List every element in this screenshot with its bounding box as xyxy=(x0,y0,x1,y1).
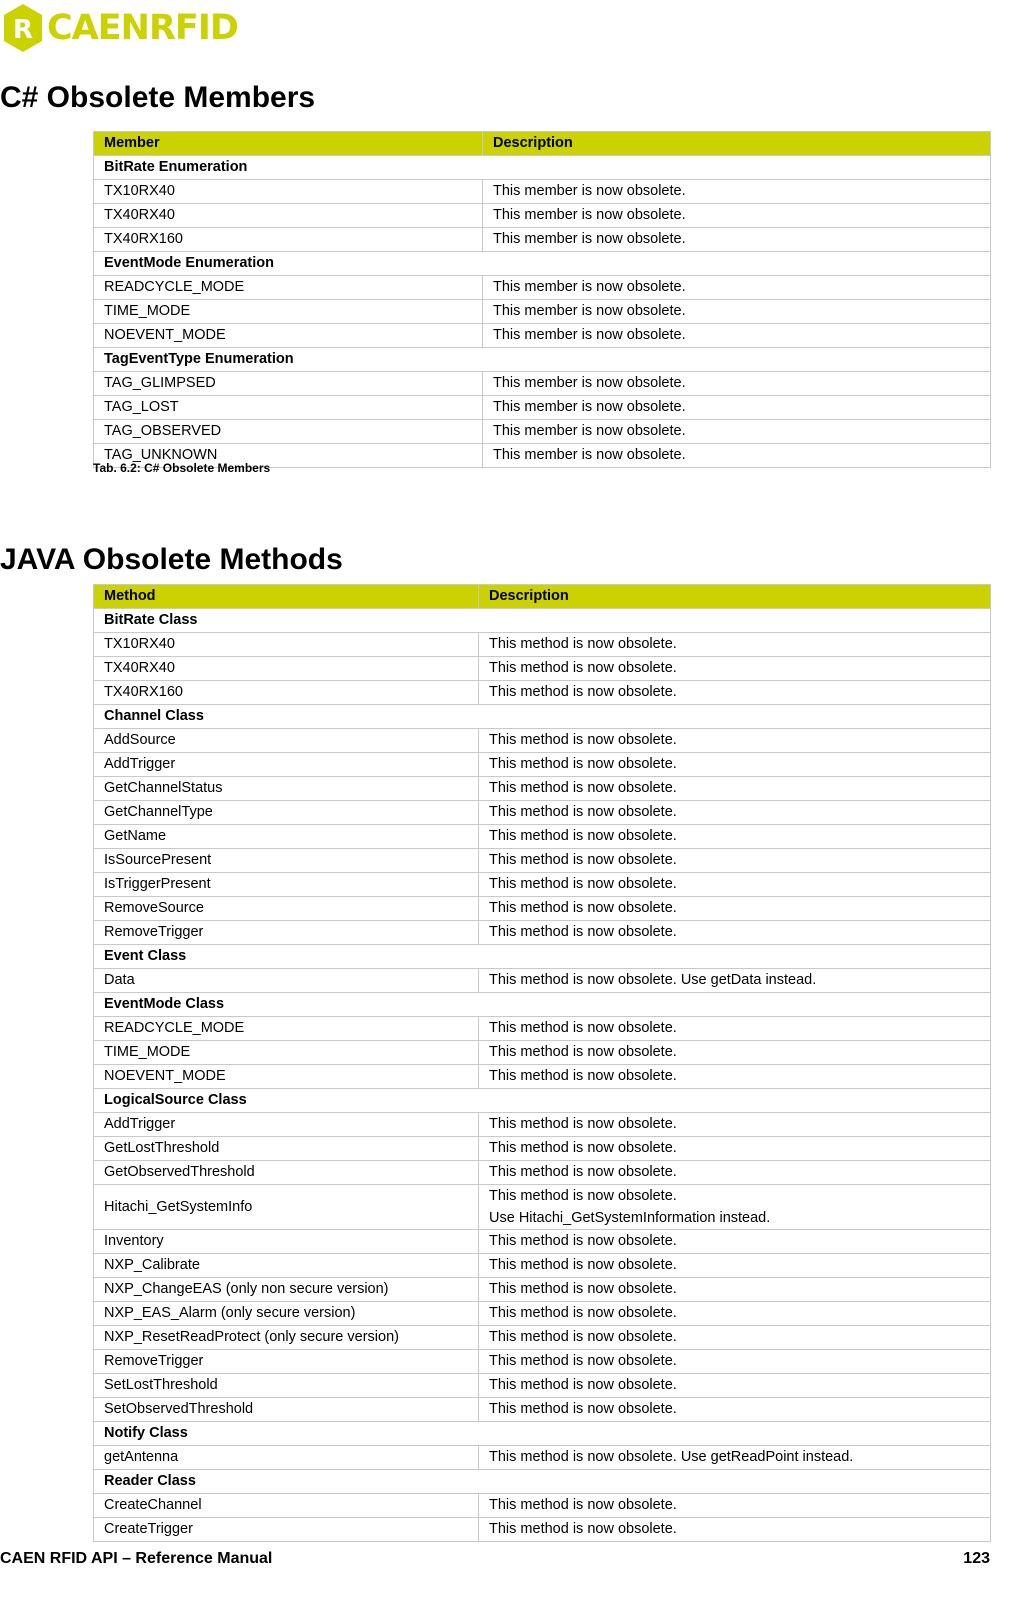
table-row xyxy=(94,1254,991,1278)
table-row xyxy=(94,1185,991,1230)
member-name: GetChannelStatus xyxy=(94,777,479,801)
table-row xyxy=(94,729,991,753)
member-description: This method is now obsolete. Use getData instead. xyxy=(479,969,991,993)
table-row xyxy=(94,921,991,945)
member-description: This method is now obsolete. xyxy=(479,1398,991,1422)
member-description: This method is now obsolete. xyxy=(479,801,991,825)
member-description: This method is now obsolete. xyxy=(479,1230,991,1254)
member-name: NXP_ChangeEAS (only non secure version) xyxy=(94,1278,479,1302)
header-description: Description xyxy=(479,585,991,609)
member-name: TAG_LOST xyxy=(94,396,483,420)
member-name: TX10RX40 xyxy=(94,633,479,657)
header-description: Description xyxy=(483,132,991,156)
group-row xyxy=(94,609,991,633)
member-description: This member is now obsolete. xyxy=(483,180,991,204)
table-row xyxy=(94,1518,991,1542)
member-name: CreateChannel xyxy=(94,1494,479,1518)
member-description: This member is now obsolete. xyxy=(483,276,991,300)
table-row xyxy=(94,1350,991,1374)
footer-manual-title: CAEN RFID API – Reference Manual xyxy=(0,1550,273,1567)
table-row xyxy=(94,801,991,825)
member-description: This method is now obsolete. xyxy=(479,729,991,753)
group-row xyxy=(94,156,991,180)
member-name: TX40RX40 xyxy=(94,657,479,681)
table-row xyxy=(94,420,991,444)
member-description: This method is now obsolete. xyxy=(479,1161,991,1185)
member-name: TX40RX160 xyxy=(94,228,483,252)
member-name: TX40RX160 xyxy=(94,681,479,705)
member-description: This method is now obsolete. xyxy=(479,1494,991,1518)
member-name: TIME_MODE xyxy=(94,300,483,324)
table-row xyxy=(94,753,991,777)
group-label: Event Class xyxy=(94,945,991,969)
table-row xyxy=(94,1113,991,1137)
brand-logo xyxy=(2,3,238,53)
table-row xyxy=(94,180,991,204)
group-row xyxy=(94,705,991,729)
java-obsolete-methods-table xyxy=(93,584,991,1542)
table-row xyxy=(94,1017,991,1041)
table-row xyxy=(94,1230,991,1254)
member-description: This member is now obsolete. xyxy=(483,324,991,348)
member-description: This method is now obsolete. xyxy=(479,897,991,921)
table-row xyxy=(94,969,991,993)
member-name: NXP_ResetReadProtect (only secure version) xyxy=(94,1326,479,1350)
group-row xyxy=(94,1470,991,1494)
member-description: This method is now obsolete. xyxy=(479,1518,991,1542)
cs-section-title: C# Obsolete Members xyxy=(0,81,316,114)
member-name: GetLostThreshold xyxy=(94,1137,479,1161)
member-description: This method is now obsolete. xyxy=(479,1137,991,1161)
table-header-row xyxy=(94,585,991,609)
table-row xyxy=(94,300,991,324)
member-description: This method is now obsolete. xyxy=(479,1017,991,1041)
member-name: GetName xyxy=(94,825,479,849)
member-description: This method is now obsolete. xyxy=(479,1326,991,1350)
member-name: TAG_GLIMPSED xyxy=(94,372,483,396)
member-description: This method is now obsolete. xyxy=(479,1302,991,1326)
member-description: This member is now obsolete. xyxy=(483,444,991,468)
member-name: GetObservedThreshold xyxy=(94,1161,479,1185)
header-member: Member xyxy=(94,132,483,156)
member-description: This member is now obsolete. xyxy=(483,396,991,420)
table-row xyxy=(94,1374,991,1398)
member-name: READCYCLE_MODE xyxy=(94,276,483,300)
java-section-title: JAVA Obsolete Methods xyxy=(0,543,343,576)
table-row xyxy=(94,228,991,252)
table-header-row xyxy=(94,132,991,156)
member-name: getAntenna xyxy=(94,1446,479,1470)
group-label: EventMode Class xyxy=(94,993,991,1017)
member-description: This method is now obsolete. xyxy=(479,633,991,657)
member-name: Hitachi_GetSystemInfo xyxy=(94,1185,479,1230)
group-label: TagEventType Enumeration xyxy=(94,348,991,372)
member-name: NOEVENT_MODE xyxy=(94,324,483,348)
group-row xyxy=(94,1089,991,1113)
description-line: Use Hitachi_GetSystemInformation instead. xyxy=(489,1210,771,1226)
member-name: IsTriggerPresent xyxy=(94,873,479,897)
group-label: Reader Class xyxy=(94,1470,991,1494)
table-row xyxy=(94,849,991,873)
member-description: This method is now obsolete. xyxy=(479,681,991,705)
member-name: TX10RX40 xyxy=(94,180,483,204)
member-description: This method is now obsolete. xyxy=(479,825,991,849)
member-name: SetLostThreshold xyxy=(94,1374,479,1398)
table-row xyxy=(94,1302,991,1326)
table-row xyxy=(94,633,991,657)
table-row xyxy=(94,1398,991,1422)
group-label: EventMode Enumeration xyxy=(94,252,991,276)
member-description: This method is now obsolete. xyxy=(479,1374,991,1398)
member-name: AddTrigger xyxy=(94,753,479,777)
member-name: TAG_UNKNOWN xyxy=(94,444,483,468)
member-name: Data xyxy=(94,969,479,993)
member-description: This method is now obsolete. xyxy=(479,1065,991,1089)
member-name: GetChannelType xyxy=(94,801,479,825)
member-name: TX40RX40 xyxy=(94,204,483,228)
member-name: AddSource xyxy=(94,729,479,753)
group-row xyxy=(94,252,991,276)
table-row xyxy=(94,1446,991,1470)
member-name: RemoveTrigger xyxy=(94,1350,479,1374)
member-name: NXP_Calibrate xyxy=(94,1254,479,1278)
member-name: READCYCLE_MODE xyxy=(94,1017,479,1041)
description-line: This method is now obsolete. xyxy=(489,1188,677,1204)
member-description: This method is now obsolete. xyxy=(479,1254,991,1278)
member-name: RemoveSource xyxy=(94,897,479,921)
group-row xyxy=(94,993,991,1017)
group-label: BitRate Class xyxy=(94,609,991,633)
member-description: This method is now obsolete. xyxy=(479,1350,991,1374)
member-name: AddTrigger xyxy=(94,1113,479,1137)
table-row xyxy=(94,372,991,396)
member-description: This method is now obsolete. xyxy=(479,921,991,945)
table-row xyxy=(94,681,991,705)
logo-mark-letter: R xyxy=(12,15,34,45)
table-row xyxy=(94,1041,991,1065)
member-description: This method is now obsolete. xyxy=(479,1278,991,1302)
member-description: This method is now obsolete. xyxy=(479,849,991,873)
member-description xyxy=(479,1185,991,1230)
member-description: This method is now obsolete. xyxy=(479,1113,991,1137)
logo-wordmark: CAENRFID xyxy=(47,8,238,48)
member-name: NOEVENT_MODE xyxy=(94,1065,479,1089)
member-name: IsSourcePresent xyxy=(94,849,479,873)
header-method: Method xyxy=(94,585,479,609)
table-row xyxy=(94,825,991,849)
member-name: SetObservedThreshold xyxy=(94,1398,479,1422)
member-description: This member is now obsolete. xyxy=(483,228,991,252)
member-description: This method is now obsolete. xyxy=(479,657,991,681)
table-row xyxy=(94,1161,991,1185)
caenrfid-logo-icon xyxy=(2,3,44,53)
group-row xyxy=(94,945,991,969)
member-description: This method is now obsolete. Use getReadPoint instead. xyxy=(479,1446,991,1470)
member-name: CreateTrigger xyxy=(94,1518,479,1542)
member-name: NXP_EAS_Alarm (only secure version) xyxy=(94,1302,479,1326)
member-description: This member is now obsolete. xyxy=(483,372,991,396)
table-row xyxy=(94,1137,991,1161)
member-name: TIME_MODE xyxy=(94,1041,479,1065)
cs-obsolete-members-table xyxy=(93,131,991,468)
table-row xyxy=(94,396,991,420)
group-label: BitRate Enumeration xyxy=(94,156,991,180)
member-name: RemoveTrigger xyxy=(94,921,479,945)
table-row xyxy=(94,873,991,897)
group-label: Notify Class xyxy=(94,1422,991,1446)
table-row xyxy=(94,777,991,801)
table-row xyxy=(94,1278,991,1302)
member-description: This method is now obsolete. xyxy=(479,873,991,897)
member-description: This member is now obsolete. xyxy=(483,300,991,324)
member-description: This method is now obsolete. xyxy=(479,777,991,801)
table-caption: Tab. 6.2: C# Obsolete Members xyxy=(93,461,271,475)
member-name: TAG_OBSERVED xyxy=(94,420,483,444)
group-row xyxy=(94,1422,991,1446)
table-row xyxy=(94,324,991,348)
table-row xyxy=(94,1494,991,1518)
table-row xyxy=(94,276,991,300)
member-description: This member is now obsolete. xyxy=(483,420,991,444)
table-row xyxy=(94,1326,991,1350)
member-description: This method is now obsolete. xyxy=(479,1041,991,1065)
member-description: This member is now obsolete. xyxy=(483,204,991,228)
table-row xyxy=(94,204,991,228)
table-row xyxy=(94,657,991,681)
table-row xyxy=(94,897,991,921)
footer-page-number: 123 xyxy=(963,1550,990,1567)
table-row xyxy=(94,1065,991,1089)
group-label: Channel Class xyxy=(94,705,991,729)
group-row xyxy=(94,348,991,372)
member-name: Inventory xyxy=(94,1230,479,1254)
group-label: LogicalSource Class xyxy=(94,1089,991,1113)
member-description: This method is now obsolete. xyxy=(479,753,991,777)
